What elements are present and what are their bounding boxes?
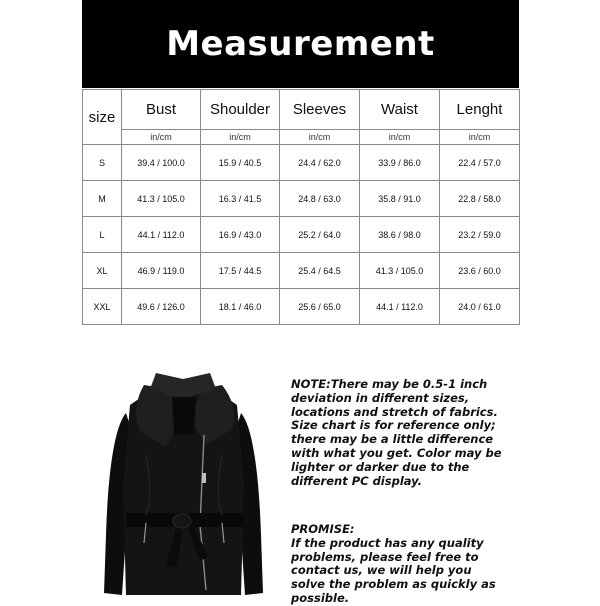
table-cell: 33.9 / 86.0 [360, 145, 440, 181]
table-row [83, 217, 520, 253]
size-cell: XL [83, 253, 122, 289]
note-text: NOTE:There may be 0.5-1 inch deviation in different sizes, locations and stretch of fabrics. Size chart is for reference only; there may be a little difference with what you get. Color may be lighter or darker due to the different PC display. [291, 377, 502, 488]
table-cell: 25.6 / 65.0 [280, 289, 360, 325]
unit-label: in/cm [201, 130, 280, 145]
table-cell: 44.1 / 112.0 [360, 289, 440, 325]
table-unit-row [83, 130, 520, 145]
measurement-table [82, 89, 520, 325]
table-cell: 25.4 / 64.5 [280, 253, 360, 289]
banner-title: Measurement [166, 24, 435, 64]
table-cell: 39.4 / 100.0 [122, 145, 201, 181]
table-cell: 41.3 / 105.0 [122, 181, 201, 217]
table-cell: 25.2 / 64.0 [280, 217, 360, 253]
table-cell: 23.2 / 59.0 [440, 217, 520, 253]
table-row [83, 181, 520, 217]
unit-label: in/cm [122, 130, 201, 145]
unit-label: in/cm [440, 130, 520, 145]
table-cell: 24.0 / 61.0 [440, 289, 520, 325]
table-cell: 46.9 / 119.0 [122, 253, 201, 289]
table-cell: 44.1 / 112.0 [122, 217, 201, 253]
size-cell: M [83, 181, 122, 217]
column-header-shoulder: Shoulder [201, 90, 280, 130]
size-cell: S [83, 145, 122, 181]
table-cell: 23.6 / 60.0 [440, 253, 520, 289]
table-cell: 18.1 / 46.0 [201, 289, 280, 325]
table-header-row [83, 90, 520, 130]
table-cell: 38.6 / 98.0 [360, 217, 440, 253]
size-cell: XXL [83, 289, 122, 325]
table-row [83, 253, 520, 289]
table-cell: 49.6 / 126.0 [122, 289, 201, 325]
table-cell: 24.4 / 62.0 [280, 145, 360, 181]
table-row [83, 289, 520, 325]
table-cell: 22.4 / 57.0 [440, 145, 520, 181]
promise-block [291, 523, 506, 606]
column-header-bust: Bust [122, 90, 201, 130]
unit-label: in/cm [280, 130, 360, 145]
table-cell: 22.8 / 58.0 [440, 181, 520, 217]
table-cell: 35.8 / 91.0 [360, 181, 440, 217]
size-cell: L [83, 217, 122, 253]
jacket-image [96, 365, 271, 600]
table-row [83, 145, 520, 181]
table-cell: 16.9 / 43.0 [201, 217, 280, 253]
column-header-waist: Waist [360, 90, 440, 130]
title-banner [82, 0, 519, 88]
table-cell: 24.8 / 63.0 [280, 181, 360, 217]
table-cell: 16.3 / 41.5 [201, 181, 280, 217]
promise-heading: PROMISE: [291, 522, 355, 536]
column-header-sleeves: Sleeves [280, 90, 360, 130]
unit-label: in/cm [360, 130, 440, 145]
column-header-length: Lenght [440, 90, 520, 130]
size-header: size [83, 90, 122, 145]
promise-text: If the product has any quality problems, please feel free to contact us, we will help you solve the problem as quickly as possible. [291, 535, 496, 605]
table-cell: 17.5 / 44.5 [201, 253, 280, 289]
table-cell: 41.3 / 105.0 [360, 253, 440, 289]
table-cell: 15.9 / 40.5 [201, 145, 280, 181]
